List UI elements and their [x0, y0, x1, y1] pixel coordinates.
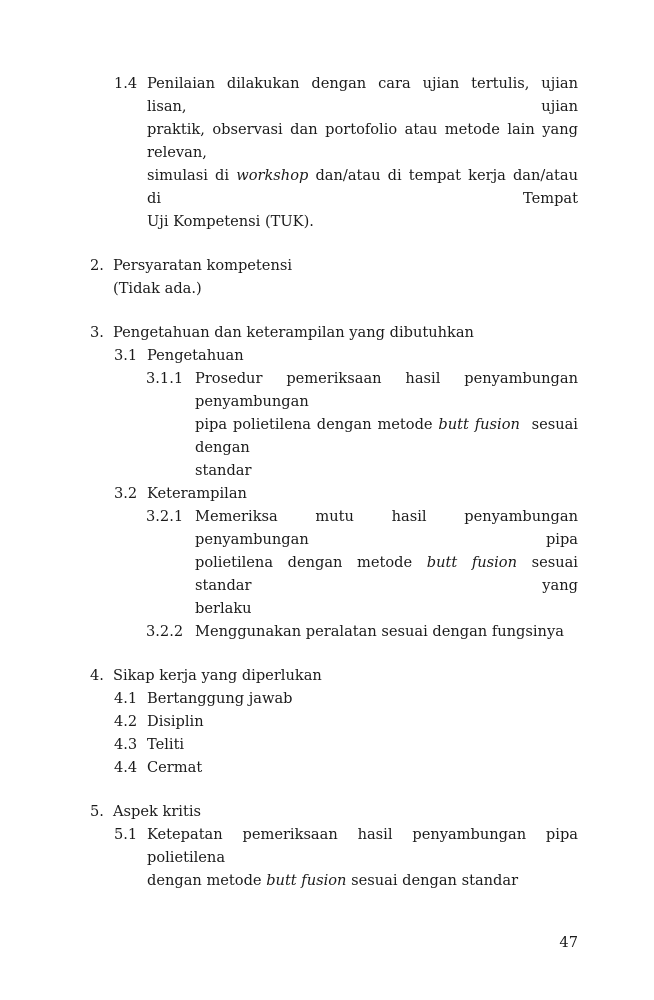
italic-text-run: butt fusion	[426, 554, 517, 571]
list-item	[114, 687, 578, 710]
list-item	[114, 710, 578, 733]
text-line	[195, 367, 578, 413]
item-5-1-number: 5.1	[114, 826, 138, 843]
item-5-1	[114, 823, 578, 892]
section-5-number: 5.	[90, 803, 104, 820]
text-run: Penilaian dilakukan dengan cara ujian tertulis, ujian lisan, ujian	[147, 75, 578, 115]
list-item-text	[147, 733, 578, 756]
text-run: Pengetahuan	[147, 347, 244, 364]
text-run: simulasi di	[147, 167, 237, 184]
text-run: berlaku	[195, 600, 252, 617]
text-run: polietilena dengan metode	[195, 554, 427, 571]
italic-text-run: butt fusion	[266, 872, 347, 889]
text-line	[195, 413, 578, 459]
section-3	[90, 321, 578, 643]
text-run: Pengetahuan dan keterampilan yang dibutuhkan	[113, 324, 474, 341]
text-run: Keterampilan	[147, 485, 247, 502]
item-3-2-2-number: 3.2.2	[146, 623, 184, 640]
text-run: dengan metode	[147, 872, 267, 889]
section-3-heading	[90, 321, 578, 344]
section-3-title	[113, 321, 578, 344]
list-item-text	[147, 756, 578, 779]
section-2	[90, 254, 578, 300]
text-run: Ketepatan pemeriksaan hasil penyambungan pipa polietilena	[147, 826, 578, 866]
section-2-title	[113, 254, 578, 277]
item-1-4-text	[147, 72, 578, 233]
text-run: sesuai dengan standar	[346, 872, 519, 889]
text-run: sesuai dengan	[195, 416, 578, 456]
item-3-1-title	[147, 344, 578, 367]
item-3-2-2-text	[195, 620, 578, 643]
section-4-title	[113, 664, 578, 687]
item-3-2-1-text	[195, 505, 578, 620]
text-run: standar	[195, 462, 252, 479]
text-line	[147, 118, 578, 164]
text-run: sesuai standar yang	[195, 554, 578, 594]
page-number: 47	[559, 934, 578, 951]
list-item-number: 4.2	[114, 713, 138, 730]
text-run: Uji Kompetensi (TUK).	[147, 213, 314, 230]
list-item-text	[147, 687, 578, 710]
text-line	[147, 164, 578, 210]
text-run: praktik, observasi dan portofolio atau metode lain yang relevan,	[147, 121, 578, 161]
list-item	[114, 756, 578, 779]
text-line	[195, 597, 578, 620]
section-5-heading	[90, 800, 578, 823]
text-run: Cermat	[147, 759, 203, 776]
item-5-1-text	[147, 823, 578, 892]
text-run: Persyaratan kompetensi	[113, 257, 292, 274]
section-2-heading	[90, 254, 578, 277]
text-line	[195, 459, 578, 482]
item-3-2-1	[146, 505, 578, 620]
text-run: Memeriksa mutu hasil penyambungan penyambungan pipa	[195, 508, 578, 548]
text-line	[147, 210, 578, 233]
item-3-2-title	[147, 482, 578, 505]
italic-text-run: workshop	[236, 167, 309, 184]
text-run: Disiplin	[147, 713, 204, 730]
section-2-note	[113, 277, 578, 300]
document-content	[90, 72, 578, 892]
item-3-2	[114, 482, 578, 505]
text-run: Teliti	[147, 736, 185, 753]
item-3-1	[114, 344, 578, 367]
item-3-1-number: 3.1	[114, 347, 138, 364]
section-2-number: 2.	[90, 257, 104, 274]
item-3-2-2	[146, 620, 578, 643]
text-line	[147, 72, 578, 118]
text-line	[195, 505, 578, 551]
text-run: Prosedur pemeriksaan hasil penyambungan penyambungan	[195, 370, 578, 410]
text-run: dan/atau di tempat kerja dan/atau di Tempat	[147, 167, 578, 207]
item-1-4-number: 1.4	[114, 75, 138, 92]
text-run: Aspek kritis	[113, 803, 201, 820]
item-3-1-1-number: 3.1.1	[146, 370, 184, 387]
italic-text-run: butt fusion	[438, 416, 520, 433]
list-item-number: 4.3	[114, 736, 138, 753]
text-run: Bertanggung jawab	[147, 690, 293, 707]
item-3-2-1-number: 3.2.1	[146, 508, 184, 525]
text-run: Menggunakan peralatan sesuai dengan fungsinya	[195, 623, 564, 640]
text-line	[147, 823, 578, 869]
text-line	[195, 551, 578, 597]
item-3-1-1	[146, 367, 578, 482]
list-item	[114, 733, 578, 756]
item-3-2-number: 3.2	[114, 485, 138, 502]
section-4	[90, 664, 578, 779]
list-item-number: 4.4	[114, 759, 138, 776]
section-5	[90, 800, 578, 892]
section-4-number: 4.	[90, 667, 104, 684]
text-line	[147, 869, 578, 892]
item-3-1-1-text	[195, 367, 578, 482]
list-item-number: 4.1	[114, 690, 138, 707]
section-3-number: 3.	[90, 324, 104, 341]
section-5-title	[113, 800, 578, 823]
text-run: pipa polietilena dengan metode	[195, 416, 439, 433]
text-run: (Tidak ada.)	[113, 280, 202, 297]
list-item-text	[147, 710, 578, 733]
section-4-heading	[90, 664, 578, 687]
item-1-4	[114, 72, 578, 233]
text-run: Sikap kerja yang diperlukan	[113, 667, 322, 684]
